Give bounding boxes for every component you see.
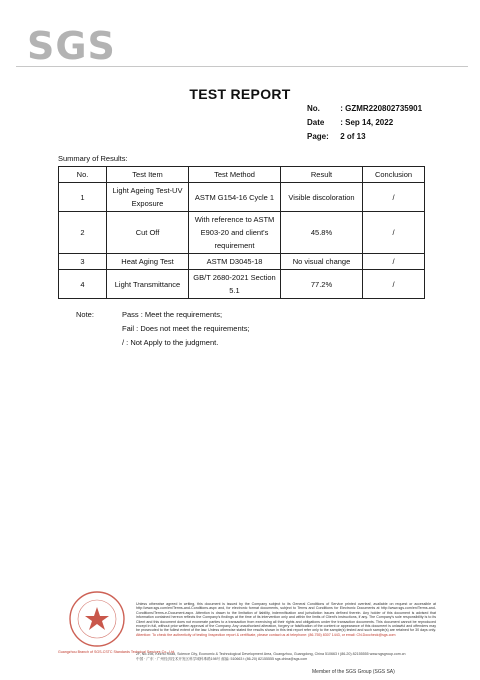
footer-disclaimer: Unless otherwise agreed in writing, this document is issued by the Company subject to its General Conditions of Service printed overleaf, available on request or accessible at http://www.sgs.com/en/Terms-and-Conditions.aspx and, for electronic format documents, subject to Terms and Conditions for Electronic Documents at http://www.sgs.com/en/Terms-and-Conditions/Terms-e-Document.aspx. Attention is drawn to the limitation of liability, indemnification and jurisdiction issues defined therein. Any holder of this document is advised that information contained hereon reflects the Company's findings at the time of its intervention only and within the limits of Client's instructions, if any. The Company's sole responsibility is to its Client and this document does not exonerate parties to a transaction from exercising all their rights and obligations under the transaction documents. This document cannot be reproduced except in full, without prior written approval of the Company. Any unauthorized alteration, forgery or falsification of the content or appearance of this document is unlawful and offenders may be prosecuted to the fullest extent of the law. Unless otherwise stated the results shown in this test report refer only to the sample(s) tested and such sample(s) are retained for 30 days only. Attention: To check the authenticity of testing /inspection report & certificate, please contact us at telephone: (86-755) 8307 1443, or email: CN.Doccheck@sgs.com: [136, 602, 436, 637]
report-title: TEST REPORT: [189, 86, 291, 102]
cell-conclusion: /: [363, 254, 425, 270]
footer-member: Member of the SGS Group (SGS SA): [312, 669, 395, 675]
cell-method: With reference to ASTM E903-20 and client's requirement: [189, 212, 281, 254]
column-header: Test Method: [189, 167, 281, 183]
notes-list: [122, 308, 250, 350]
cell-conclusion: /: [363, 270, 425, 299]
report-meta: [307, 102, 422, 144]
table-row: [59, 254, 425, 270]
cell-no: 2: [59, 212, 107, 254]
cell-no: 1: [59, 183, 107, 212]
note-item: Pass : Meet the requirements;: [122, 310, 223, 319]
cell-item: Light Transmittance: [107, 270, 189, 299]
cell-item: Cut Off: [107, 212, 189, 254]
note-item: Fail : Does not meet the requirements;: [122, 324, 250, 333]
footer-attention: Attention: To check the authenticity of testing /inspection report & certificate, please contact us at telephone: (86-755) 8307 1443, or email: CN.Doccheck@sgs.com: [136, 632, 396, 637]
meta-number: No. : GZMR220802735901: [307, 104, 423, 113]
company-seal-icon: [68, 590, 126, 648]
cell-no: 3: [59, 254, 107, 270]
header-divider: [16, 66, 468, 67]
column-header: Test Item: [107, 167, 189, 183]
cell-result: 45.8%: [281, 212, 363, 254]
cell-result: Visible discoloration: [281, 183, 363, 212]
meta-date: Date : Sep 14, 2022: [307, 118, 394, 127]
sgs-logo: SGS: [27, 24, 116, 68]
cell-no: 4: [59, 270, 107, 299]
cell-result: No visual change: [281, 254, 363, 270]
meta-page: Page: 2 of 13: [307, 132, 366, 141]
cell-item: Heat Aging Test: [107, 254, 189, 270]
note-item: / : Not Apply to the judgment.: [122, 338, 219, 347]
column-header: Result: [281, 167, 363, 183]
cell-result: 77.2%: [281, 270, 363, 299]
cell-method: ASTM D3045-18: [189, 254, 281, 270]
summary-label: Summary of Results:: [58, 154, 128, 163]
address-en: 2F, No.198, Kezhu Road, Science City, Economic & Technological Development Area, Guangzhou, Guangdong, China 510663 t (86-20) 82155555 www.sgsgroup.com.cn: [136, 652, 406, 656]
cell-method: GB/T 2680-2021 Section 5.1: [189, 270, 281, 299]
column-header: Conclusion: [363, 167, 425, 183]
table-row: [59, 183, 425, 212]
seal-caption: Guangzhou Branch of SGS-CSTC Standards Technical Services Co., Ltd.: [58, 650, 176, 654]
column-header: No.: [59, 167, 107, 183]
cell-item: Light Ageing Test-UV Exposure: [107, 183, 189, 212]
cell-method: ASTM G154-16 Cycle 1: [189, 183, 281, 212]
cell-conclusion: /: [363, 212, 425, 254]
cell-conclusion: /: [363, 183, 425, 212]
table-row: [59, 270, 425, 299]
footer-address: [136, 652, 436, 662]
address-cn: 中国 · 广东 · 广州经济技术开发区科学城科珠路198号 邮编: 510663 t (86-20) 82155555 sgs.china@sgs.com: [136, 657, 308, 661]
results-table: [58, 166, 425, 299]
table-row: [59, 212, 425, 254]
note-label: Note:: [76, 310, 94, 319]
table-header-row: [59, 167, 425, 183]
